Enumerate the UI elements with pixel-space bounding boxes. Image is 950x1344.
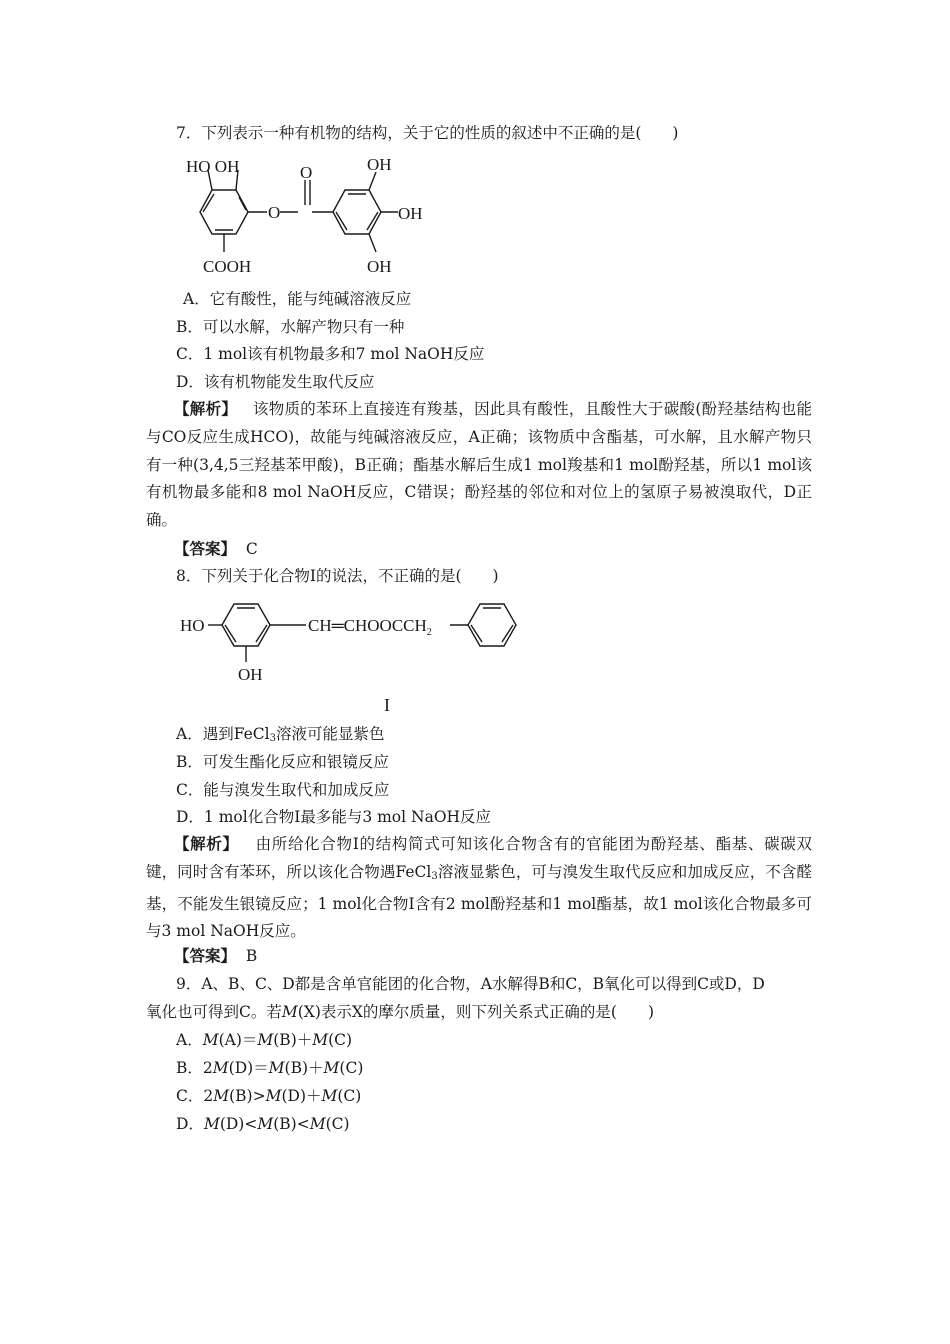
q8-analysis — [146, 830, 812, 946]
molar-mass-symbol: M — [213, 1087, 230, 1105]
q7-option-c: C．1 mol该有机物最多和7 mol NaOH反应 — [176, 345, 485, 363]
carbonyl-oxygen-label: O — [300, 163, 313, 182]
q7-option-b: B．可以水解，水解产物只有一种 — [176, 318, 405, 336]
q8-option-a-pre: A．遇到FeCl — [176, 725, 270, 743]
q8-answer-value: B — [245, 947, 258, 965]
ho-group-label: HO — [180, 616, 205, 635]
q8-option-a-sub: 3 — [269, 733, 276, 744]
left-ring-carboxyl-label: COOH — [203, 257, 252, 276]
oh-group-label: OH — [238, 665, 263, 684]
opt-term: (B)> — [229, 1087, 266, 1105]
q7-option-d: D．该有机物能发生取代反应 — [176, 373, 375, 391]
molar-mass-symbol: M — [203, 1115, 220, 1133]
molar-mass-symbol: M — [309, 1115, 326, 1133]
q8-answer — [174, 946, 257, 966]
side-chain-text: CH═CHOOCCH — [308, 616, 427, 635]
q9-stem-line2 — [146, 1002, 654, 1022]
opt-term: (C) — [337, 1087, 362, 1105]
molar-mass-symbol: M — [323, 1059, 340, 1077]
q7-answer-value: C — [245, 540, 258, 558]
q7-option-a: A．它有酸性，能与纯碱溶液反应 — [183, 290, 412, 308]
q7-answer — [174, 539, 258, 559]
molar-mass-symbol: M — [268, 1059, 285, 1077]
q7-analysis-text: 该物质的苯环上直接连有羧基，因此具有酸性，且酸性大于碳酸(酚羟基结构也能与CO反应生成HCO)，故能与纯碱溶液反应，A正确；该物质中含酯基，可水解，且水解产物只有一种(3,4,5三羟基苯甲酸)，B正确；酯基水解后生成1 mol羧基和1 mol酚羟基，所以1 mol该有机物最多能和8 mol NaOH反应，C错误；酚羟基的邻位和对位上的氢原子易被溴取代，D正确。 — [146, 400, 812, 530]
q9-option-a — [176, 1030, 352, 1050]
q8-option-b: B．可发生酯化反应和银镜反应 — [176, 753, 389, 771]
q7-stem: 7．下列表示一种有机物的结构，关于它的性质的叙述中不正确的是( ) — [176, 124, 679, 142]
opt-prefix: C．2 — [176, 1087, 214, 1105]
opt-term: (D)＋ — [281, 1087, 322, 1105]
q8-option-a — [176, 724, 384, 749]
compound-label: I — [384, 695, 390, 715]
molar-mass-symbol: M — [202, 1031, 219, 1049]
q9-option-d — [176, 1114, 350, 1134]
opt-term: (C) — [325, 1115, 350, 1133]
opt-prefix: B．2 — [176, 1059, 213, 1077]
q9-stem-line2-m: M — [281, 1003, 298, 1021]
left-ring-hydroxyls-label: HO OH — [186, 157, 240, 176]
q8-analysis-sub: 3 — [431, 870, 438, 882]
q7-analysis-tag: 【解析】 — [174, 399, 238, 418]
molar-mass-symbol: M — [257, 1115, 274, 1133]
right-ring-top-hydroxyl-label: OH — [367, 155, 392, 174]
side-chain-label — [308, 616, 432, 638]
q9-stem-line2-post: (X)表示X的摩尔质量，则下列关系式正确的是( ) — [297, 1003, 655, 1021]
opt-term: (B)＋ — [273, 1031, 313, 1049]
q8-stem: 8．下列关于化合物Ⅰ的说法，不正确的是( ) — [176, 567, 499, 585]
right-ring-bottom-hydroxyl-label: OH — [367, 257, 392, 276]
molar-mass-symbol: M — [257, 1031, 274, 1049]
q8-option-c: C．能与溴发生取代和加成反应 — [176, 781, 390, 799]
opt-term: (B)＋ — [284, 1059, 324, 1077]
q7-structure-diagram — [180, 150, 460, 280]
q8-answer-tag: 【答案】 — [174, 946, 237, 965]
opt-term: (B)< — [273, 1115, 310, 1133]
opt-term: (C) — [328, 1031, 353, 1049]
q8-option-a-post: 溶液可能显紫色 — [275, 725, 385, 743]
q8-analysis-pre: 由所给化合物Ⅰ的结构简式可知该化合物含有的官能团为酚羟基、酯基、碳碳双键，同时含有苯环，所以该化合物遇FeCl — [146, 835, 812, 881]
q9-stem-line2-pre: 氧化也可得到C。若 — [146, 1003, 282, 1021]
q9-option-b — [176, 1058, 363, 1078]
q7-answer-tag: 【答案】 — [174, 539, 237, 558]
molar-mass-symbol: M — [312, 1031, 329, 1049]
opt-prefix: D． — [176, 1115, 204, 1133]
ester-oxygen-label: O — [268, 203, 281, 222]
opt-term: (C) — [339, 1059, 364, 1077]
opt-term: (D)< — [219, 1115, 258, 1133]
q9-stem-line1: 9．A、B、C、D都是含单官能团的化合物，A水解得B和C，B氧化可以得到C或D，D — [176, 975, 765, 993]
opt-term: (D)＝ — [228, 1059, 269, 1077]
q8-analysis-tag: 【解析】 — [174, 834, 239, 853]
opt-term: (A)＝ — [218, 1031, 258, 1049]
molar-mass-symbol: M — [321, 1087, 338, 1105]
q8-option-d: D．1 mol化合物Ⅰ最多能与3 mol NaOH反应 — [176, 808, 492, 826]
opt-prefix: A． — [176, 1031, 203, 1049]
molar-mass-symbol: M — [265, 1087, 282, 1105]
q7-analysis — [146, 395, 812, 535]
q8-analysis-post: 溶液显紫色，可与溴发生取代反应和加成反应，不含醛基，不能发生银镜反应；1 mol化合物Ⅰ含有2 mol酚羟基和1 mol酯基，故1 mol该化合物最多可与3 mol NaOH反应。 — [146, 862, 812, 941]
molar-mass-symbol: M — [212, 1059, 229, 1077]
q9-option-c — [176, 1086, 361, 1106]
right-ring-side-hydroxyl-label: OH — [398, 204, 423, 223]
q8-structure-diagram — [178, 590, 598, 718]
ch2-subscript: 2 — [426, 627, 432, 638]
